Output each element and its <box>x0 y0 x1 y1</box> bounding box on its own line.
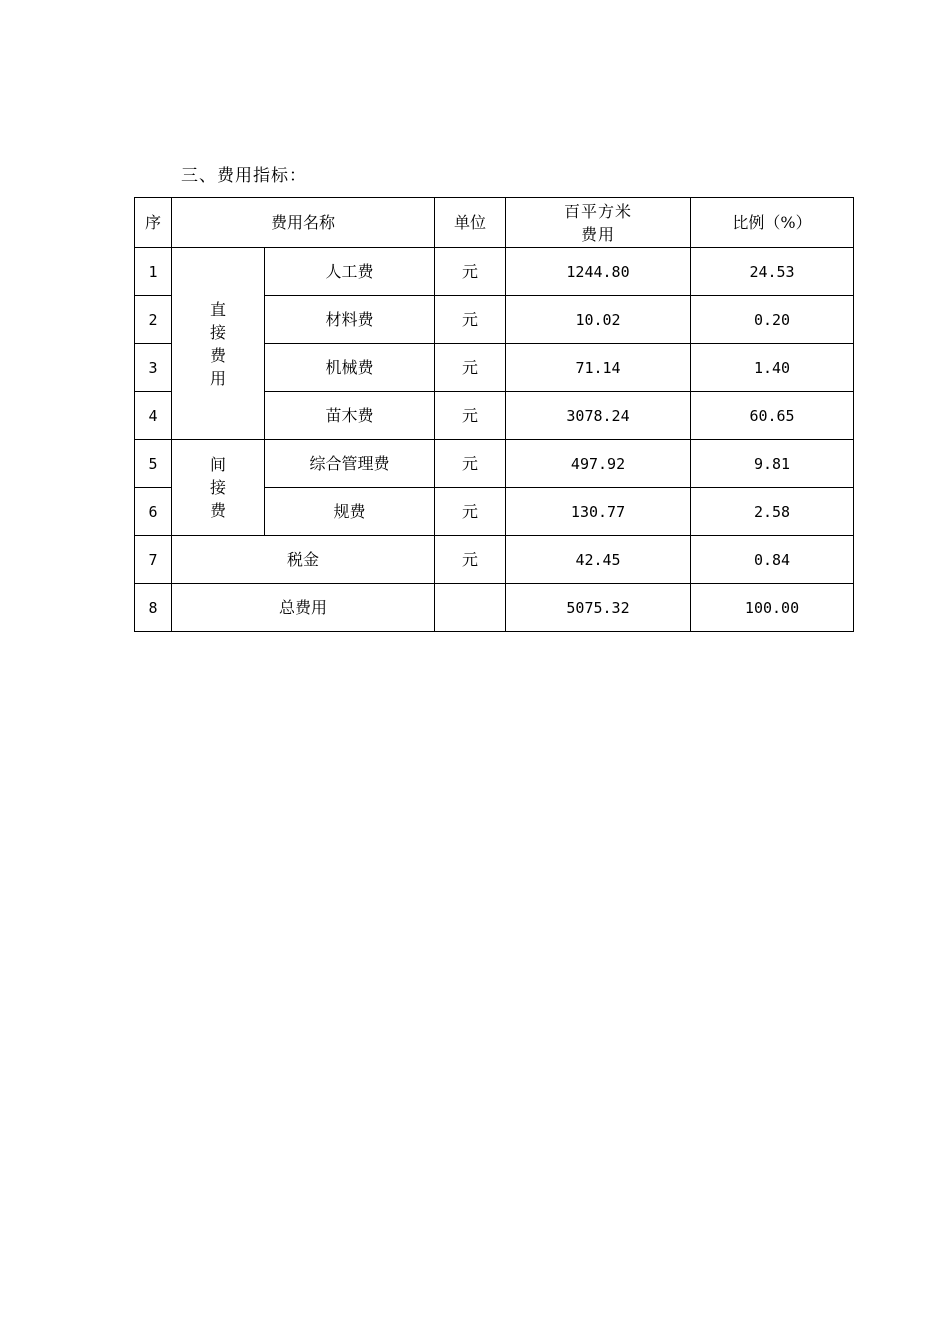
row-seq: 5 <box>135 440 172 488</box>
header-cost-per-100sqm <box>506 198 691 248</box>
header-unit: 单位 <box>435 198 506 248</box>
row-unit: 元 <box>435 440 506 488</box>
table-row-total <box>135 584 854 632</box>
row-ratio: 60.65 <box>691 392 854 440</box>
row-seq: 8 <box>135 584 172 632</box>
group-indirect-cost <box>172 440 265 536</box>
row-unit: 元 <box>435 536 506 584</box>
row-ratio: 100.00 <box>691 584 854 632</box>
row-name: 材料费 <box>265 296 435 344</box>
row-seq: 1 <box>135 248 172 296</box>
header-cost-name: 费用名称 <box>172 198 435 248</box>
row-seq: 6 <box>135 488 172 536</box>
row-unit: 元 <box>435 344 506 392</box>
group-direct-cost <box>172 248 265 440</box>
row-cost: 71.14 <box>506 344 691 392</box>
table-row <box>135 536 854 584</box>
row-ratio: 9.81 <box>691 440 854 488</box>
row-name: 机械费 <box>265 344 435 392</box>
row-name: 苗木费 <box>265 392 435 440</box>
row-unit: 元 <box>435 392 506 440</box>
row-cost: 42.45 <box>506 536 691 584</box>
row-seq: 4 <box>135 392 172 440</box>
header-cost-label: 百平方米费用 <box>564 201 633 244</box>
row-cost: 5075.32 <box>506 584 691 632</box>
group-direct-label: 直接费用 <box>209 299 226 388</box>
section-heading: 三、费用指标： <box>181 166 307 186</box>
row-ratio: 0.20 <box>691 296 854 344</box>
row-name: 人工费 <box>265 248 435 296</box>
row-unit: 元 <box>435 248 506 296</box>
header-seq: 序 <box>135 198 172 248</box>
row-ratio: 24.53 <box>691 248 854 296</box>
row-name: 综合管理费 <box>265 440 435 488</box>
row-cost: 3078.24 <box>506 392 691 440</box>
table-header-row <box>135 198 854 248</box>
row-name: 规费 <box>265 488 435 536</box>
cost-index-table <box>134 197 854 632</box>
row-unit: 元 <box>435 488 506 536</box>
table-row <box>135 440 854 488</box>
row-seq: 3 <box>135 344 172 392</box>
row-cost: 497.92 <box>506 440 691 488</box>
row-seq: 2 <box>135 296 172 344</box>
row-ratio: 0.84 <box>691 536 854 584</box>
group-indirect-label: 间接费 <box>209 455 226 520</box>
row-ratio: 2.58 <box>691 488 854 536</box>
row-cost: 10.02 <box>506 296 691 344</box>
row-name: 税金 <box>172 536 435 584</box>
header-ratio: 比例（%） <box>691 198 854 248</box>
row-cost: 130.77 <box>506 488 691 536</box>
row-ratio: 1.40 <box>691 344 854 392</box>
row-unit <box>435 584 506 632</box>
row-cost: 1244.80 <box>506 248 691 296</box>
row-name: 总费用 <box>172 584 435 632</box>
table-row <box>135 248 854 296</box>
row-unit: 元 <box>435 296 506 344</box>
row-seq: 7 <box>135 536 172 584</box>
